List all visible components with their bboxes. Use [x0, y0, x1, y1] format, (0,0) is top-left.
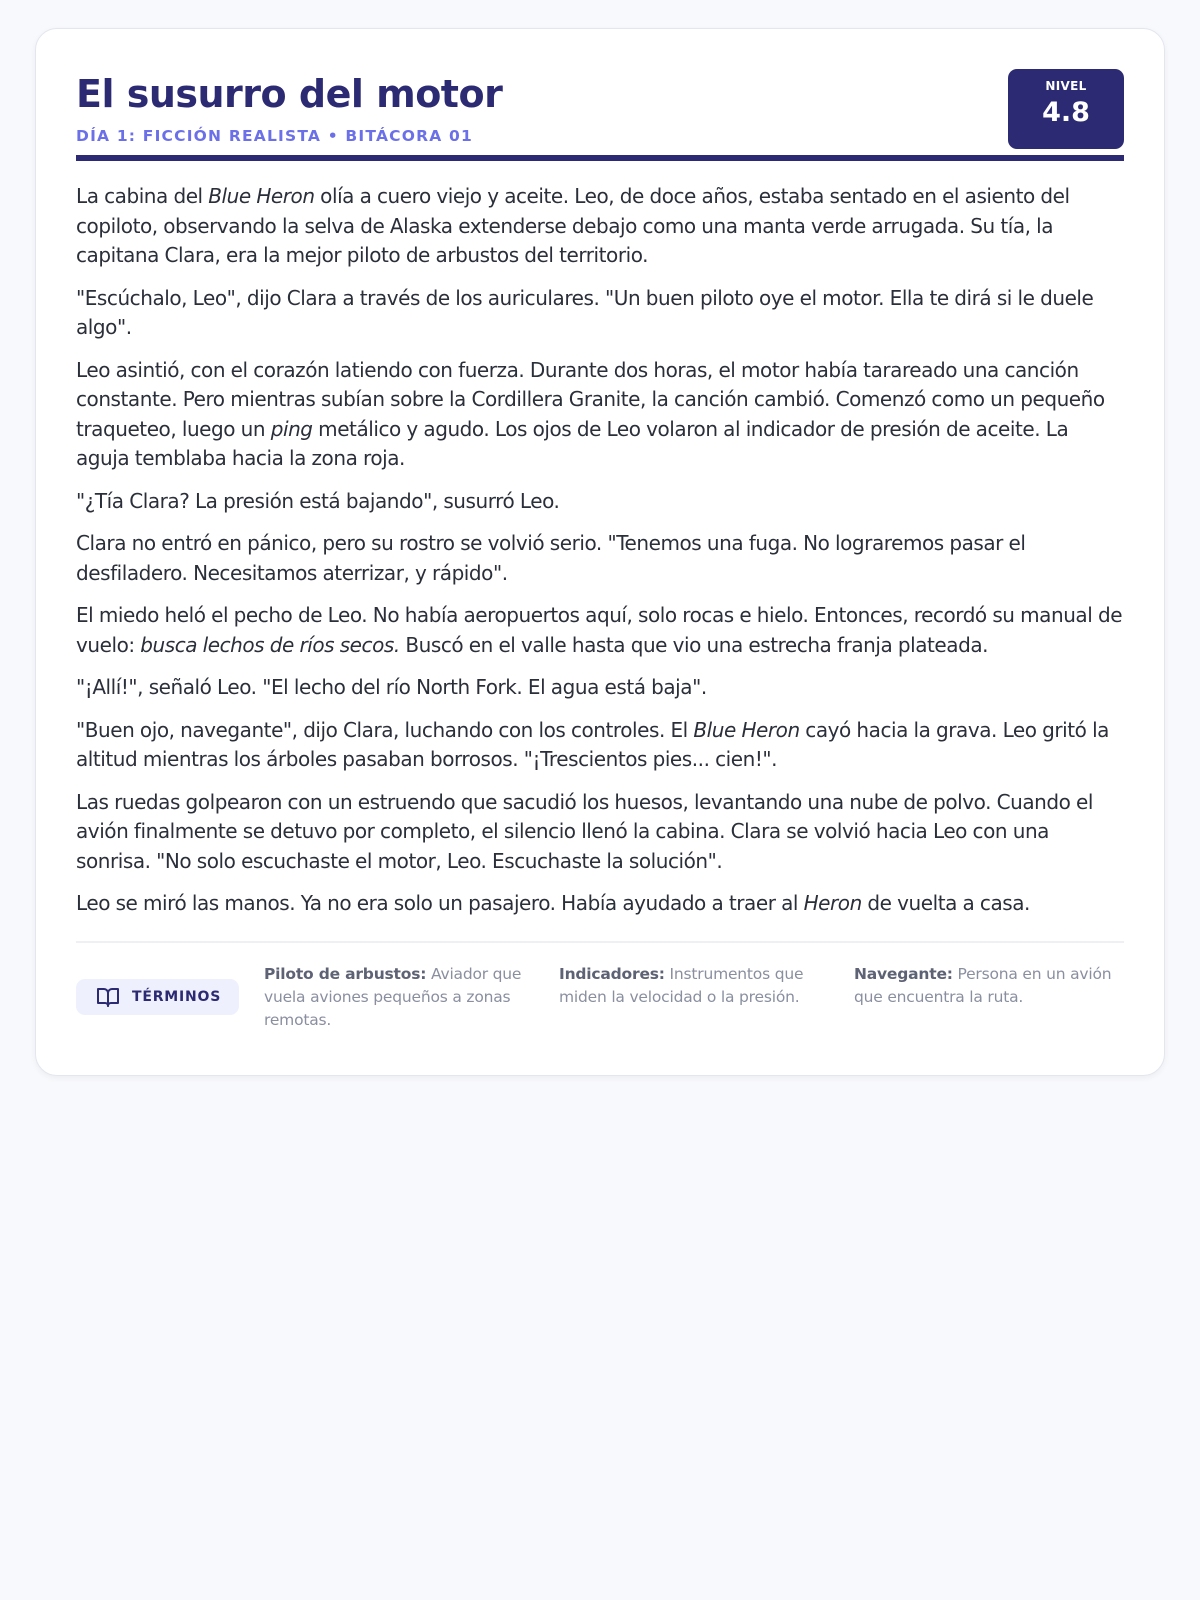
term-definition: Instrumentos que miden la velocidad o la presión.: [559, 964, 804, 1006]
story-paragraph: "¡Allí!", señaló Leo. "El lecho del río North Fork. El agua está baja".: [76, 675, 707, 699]
terms-tag: [76, 979, 239, 1015]
story-paragraph: [76, 889, 1124, 919]
story-paragraph: [76, 716, 1124, 775]
story-paragraph: "¿Tía Clara? La presión está bajando", susurró Leo.: [76, 488, 560, 513]
story-paragraph: [76, 356, 1124, 474]
story-subtitle: DÍA 1: FICCIÓN REALISTA • BITÁCORA 01: [76, 127, 474, 145]
story-card: [35, 28, 1165, 1076]
level-badge: [1008, 69, 1124, 149]
term-name: Piloto de arbustos:: [264, 964, 427, 983]
story-header: [76, 69, 1124, 161]
glossary: [76, 941, 1124, 1033]
paragraph-text: Leo asintió, con el corazón latiendo con fuerza. Durante dos horas, el motor había tarareado una canción constante. Pero mientras subían sobre la Cordillera Granite, la canción cambió. Comenzó como un pequeño traqueteo, luego un: [76, 357, 1105, 441]
paragraph-text: "Buen ojo, navegante", dijo Clara, luchando con los controles. El: [76, 717, 694, 742]
story-paragraph: [76, 182, 1124, 271]
story-paragraph: [76, 601, 1124, 660]
paragraph-text: La cabina del: [76, 184, 209, 208]
glossary-term: [854, 963, 1124, 1009]
paragraph-text: de vuelta a casa.: [861, 891, 1030, 915]
level-value: 4.8: [1042, 97, 1090, 128]
term-name: Indicadores:: [559, 964, 665, 983]
term-name: Navegante:: [854, 964, 953, 983]
emphasis-text: Blue Heron: [208, 184, 315, 208]
terms-label: TÉRMINOS: [132, 988, 222, 1005]
book-icon: [96, 986, 120, 1008]
term-definition: Persona en un avión que encuentra la ruta.: [854, 964, 1112, 1006]
story-paragraph: Las ruedas golpearon con un estruendo que sacudió los huesos, levantando una nube de polvo. Cuando el avión finalmente se detuvo por completo, el silencio llenó la cabina. Clara se volvió hacia Leo con una sonrisa. "No solo escuchaste el motor, Leo. Escuchaste la solución".: [76, 789, 1093, 873]
paragraph-text: olía a cuero viejo y aceite. Leo, de doce años, estaba sentado en el asiento del copiloto, observando la selva de Alaska extenderse debajo como una manta verde arrugada. Su tía, la capitana Clara, era la mejor piloto de arbustos del territorio.: [76, 184, 1070, 267]
story-paragraph: "Escúchalo, Leo", dijo Clara a través de los auriculares. "Un buen piloto oye el motor. Ella te dirá si le duele algo".: [76, 285, 1094, 339]
emphasis-text: ping: [270, 416, 313, 441]
emphasis-text: Heron: [803, 891, 862, 915]
term-definition: Aviador que vuela aviones pequeños a zonas remotas.: [264, 964, 522, 1029]
story-body: [76, 161, 1124, 919]
story-paragraph: Clara no entró en pánico, pero su rostro se volvió serio. "Tenemos una fuga. No lograremos pasar el desfiladero. Necesitamos aterrizar, y rápido".: [76, 531, 1026, 585]
glossary-term: [559, 963, 829, 1009]
paragraph-text: cayó hacia la grava. Leo gritó la altitud mientras los árboles pasaban borrosos. "¡Trescientos pies... cien!".: [76, 717, 1109, 771]
paragraph-text: Leo se miró las manos. Ya no era solo un pasajero. Había ayudado a traer al: [76, 891, 804, 915]
glossary-term: [264, 963, 534, 1032]
paragraph-text: Buscó en el valle hasta que vio una estrecha franja plateada.: [399, 632, 989, 657]
paragraph-text: metálico y agudo. Los ojos de Leo volaron al indicador de presión de aceite. La aguja temblaba hacia la zona roja.: [76, 416, 1069, 470]
emphasis-text: Blue Heron: [693, 717, 800, 742]
emphasis-text: busca lechos de ríos secos.: [140, 632, 400, 657]
paragraph-text: El miedo heló el pecho de Leo. No había aeropuertos aquí, solo rocas e hielo. Entonces, recordó su manual de vuelo:: [76, 603, 1123, 657]
level-label: NIVEL: [1045, 79, 1087, 93]
page-title: El susurro del motor: [76, 72, 503, 116]
